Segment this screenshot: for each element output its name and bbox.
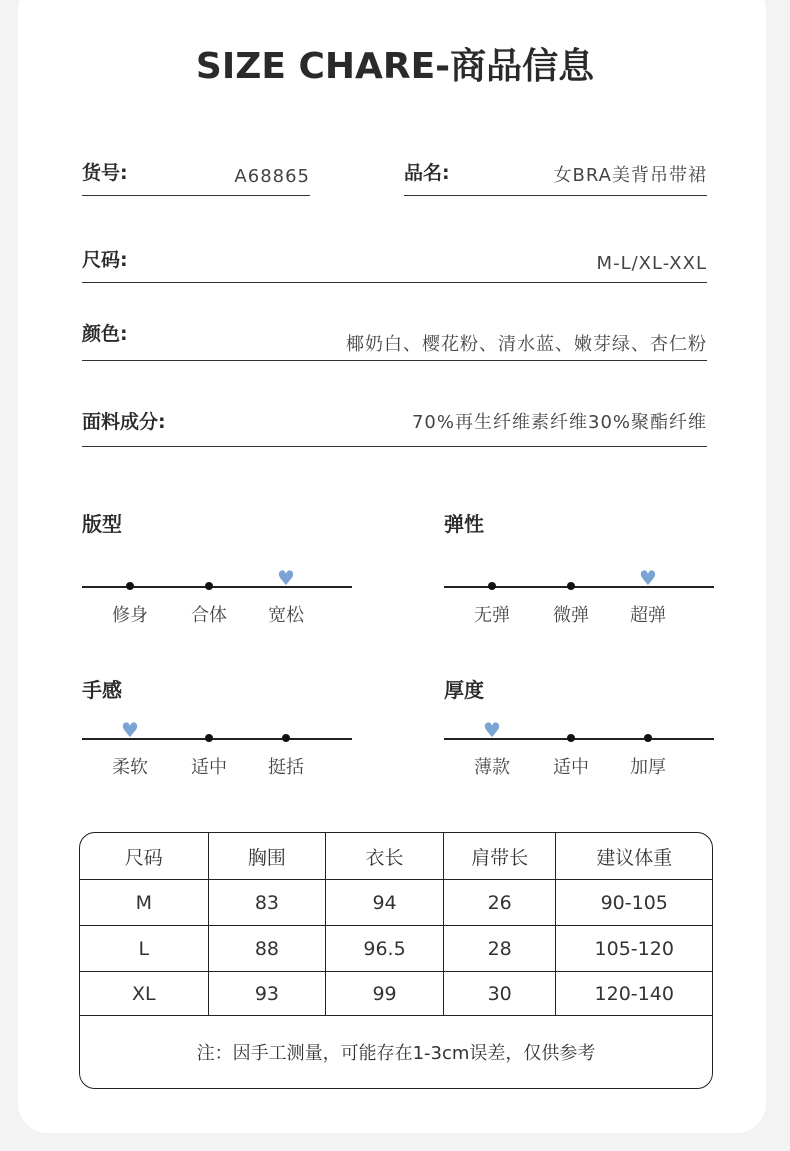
dot-marker: [282, 734, 290, 742]
table-row: [80, 880, 712, 926]
table-cell: 26: [444, 880, 557, 925]
table-row: [80, 972, 712, 1016]
label: 品名:: [404, 162, 450, 184]
dot-marker: [205, 582, 213, 590]
dot-marker: [567, 582, 575, 590]
table-header-cell: 衣长: [326, 833, 444, 879]
table-note: 注：因手工测量，可能存在1-3cm误差，仅供参考: [196, 1043, 596, 1064]
table-header-cell: 尺码: [80, 833, 209, 879]
heart-icon: ♥: [639, 566, 657, 590]
value: M-L/XL-XXL: [596, 253, 707, 274]
scale-option: 挺括: [268, 757, 304, 778]
table-cell: 93: [209, 972, 327, 1015]
value: 椰奶白、樱花粉、清水蓝、嫩芽绿、杏仁粉: [346, 334, 707, 355]
scale-option: 修身: [112, 605, 148, 626]
table-cell: L: [80, 926, 209, 971]
size-table: [79, 832, 713, 1089]
label: 尺码:: [82, 249, 128, 271]
table-cell: 94: [326, 880, 444, 925]
scale-option: 无弹: [474, 605, 510, 626]
dot-marker: [126, 582, 134, 590]
value: A68865: [234, 166, 310, 187]
scale-title: 版型: [82, 512, 122, 536]
table-header-row: [80, 833, 712, 880]
info-name: [404, 162, 707, 196]
scale-2: [82, 718, 352, 798]
scale-title: 厚度: [444, 678, 484, 702]
scale-option: 薄款: [474, 757, 510, 778]
scale-title: 弹性: [444, 512, 484, 536]
dot-marker: [488, 582, 496, 590]
heart-icon: ♥: [277, 566, 295, 590]
table-cell: 120-140: [594, 982, 674, 1005]
label: 颜色:: [82, 323, 128, 345]
table-cell: 28: [444, 926, 557, 971]
scale-title: 手感: [82, 678, 122, 702]
scale-1: [444, 566, 714, 646]
scale-option: 适中: [191, 757, 227, 778]
scale-0: [82, 566, 352, 646]
heart-icon: ♥: [121, 718, 139, 742]
dot-marker: [644, 734, 652, 742]
table-cell: 88: [209, 926, 327, 971]
table-header-cell: 肩带长: [444, 833, 557, 879]
info-size: [82, 249, 707, 283]
scale-option: 柔软: [112, 757, 148, 778]
scale-option: 合体: [191, 605, 227, 626]
page-title: SIZE CHARE-商品信息: [195, 46, 595, 87]
value: 70%再生纤维素纤维30%聚酯纤维: [411, 412, 707, 433]
table-row: [80, 926, 712, 972]
table-cell: 30: [444, 972, 557, 1015]
table-cell: 105-120: [594, 937, 674, 960]
scale-option: 适中: [553, 757, 589, 778]
dot-marker: [567, 734, 575, 742]
table-cell: M: [80, 880, 209, 925]
label: 货号:: [82, 162, 128, 184]
scale-3: [444, 718, 714, 798]
scale-line: [444, 586, 714, 588]
table-header-cell: 建议体重: [596, 846, 673, 869]
table-cell: 90-105: [600, 891, 668, 914]
table-cell: 96.5: [326, 926, 444, 971]
dot-marker: [205, 734, 213, 742]
table-header-cell: 胸围: [209, 833, 327, 879]
scale-option: 加厚: [630, 757, 666, 778]
table-cell: XL: [80, 972, 209, 1015]
scale-option: 超弹: [630, 605, 666, 626]
info-color: [82, 321, 707, 361]
scale-option: 宽松: [268, 605, 304, 626]
label: 面料成分:: [82, 411, 166, 433]
value: 女BRA美背吊带裙: [553, 165, 707, 186]
info-item-no: [82, 162, 310, 196]
scale-option: 微弹: [553, 605, 589, 626]
heart-icon: ♥: [483, 718, 501, 742]
info-fabric: [82, 407, 707, 447]
table-cell: 99: [326, 972, 444, 1015]
table-cell: 83: [209, 880, 327, 925]
scale-line: [82, 586, 352, 588]
